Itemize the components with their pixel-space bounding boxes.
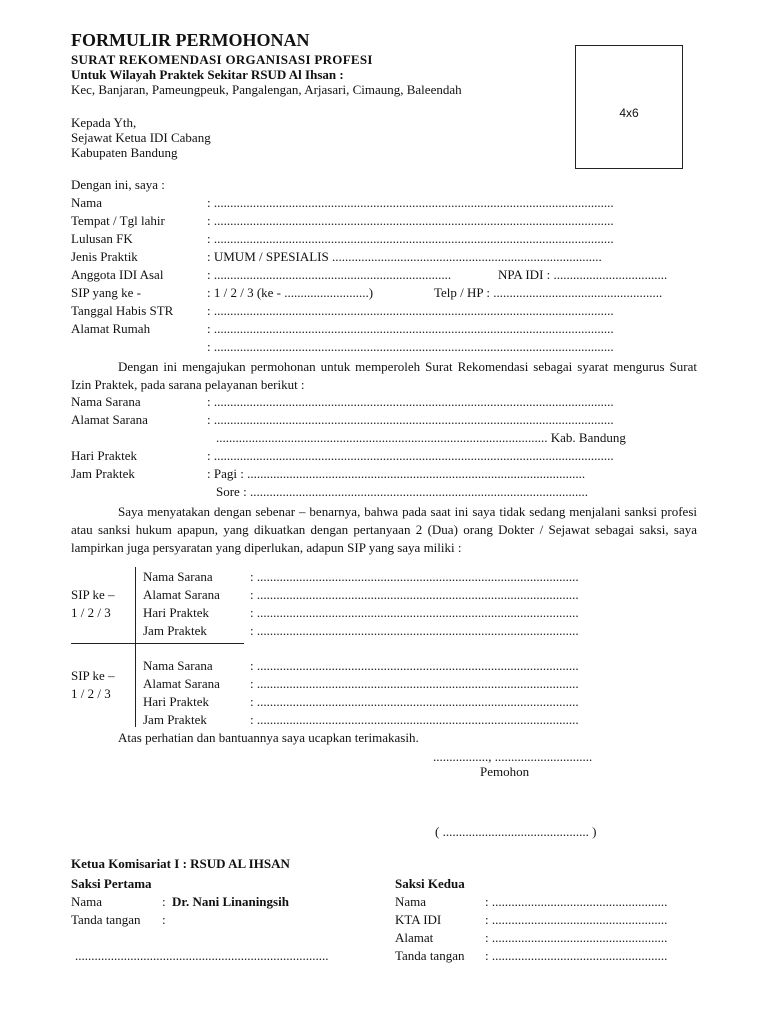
saksi1-label-ttd: Tanda tangan	[71, 912, 141, 927]
sip2-field-hari-praktek[interactable]: : ...................................................................................................	[250, 694, 579, 709]
form-subtitle: SURAT REKOMENDASI ORGANISASI PROFESI	[71, 52, 373, 67]
label-lulusan: Lulusan FK	[71, 231, 133, 246]
saksi1-ttd-colon: :	[162, 912, 166, 927]
field-lulusan[interactable]: : ...........................................................................................................................	[207, 231, 614, 246]
saksi2-label-nama: Nama	[395, 894, 427, 909]
sip2-label-hari-praktek: Hari Praktek	[143, 694, 210, 709]
sip1-field-nama-sarana[interactable]: : ...................................................................................................	[250, 569, 579, 584]
request-paragraph: Dengan ini mengajukan permohonan untuk memperoleh Surat Rekomendasi sebagai syarat mengurus Surat Izin Praktek, pada sarana pelayanan berikut :	[71, 359, 697, 392]
saksi2-label-alamat: Alamat	[395, 930, 434, 945]
saksi2-field-kta[interactable]: : ......................................................	[485, 912, 668, 927]
sip-block-1-number: 1 / 2 / 3	[71, 605, 111, 620]
pemohon-label: Pemohon	[480, 764, 530, 779]
field-jenis-praktik[interactable]: : UMUM / SPESIALIS ...................................................................................	[207, 249, 602, 264]
label-alamat-sarana: Alamat Sarana	[71, 412, 148, 427]
recipient-line-2: Sejawat Ketua IDI Cabang	[71, 130, 211, 145]
field-alamat-rumah[interactable]: : ...........................................................................................................................	[207, 321, 614, 336]
statement-paragraph: Saya menyatakan dengan sebenar – benarnya, bahwa pada saat ini saya tidak sedang menjalani sanksi profesi atau sanksi hukum apapun, yang dikuatkan dengan pertanyaan 2 (Dua) orang Dokter / Sejawat sebagai saksi, saya lampirkan juga persyaratan yang diperlukan, adapun SIP yang saya miliki :	[71, 504, 697, 555]
sip2-label-jam-praktek: Jam Praktek	[143, 712, 207, 727]
saksi1-colon: :	[162, 894, 166, 909]
sip1-field-jam-praktek[interactable]: : ...................................................................................................	[250, 623, 579, 638]
label-hari-praktek: Hari Praktek	[71, 448, 138, 463]
field-sip[interactable]: : 1 / 2 / 3 (ke - ..........................)	[207, 285, 374, 300]
thanks-text: Atas perhatian dan bantuannya saya ucapkan terimakasih.	[118, 730, 419, 745]
saksi2-field-ttd[interactable]: : ......................................................	[485, 948, 668, 963]
field-jam-pagi[interactable]: : Pagi : ........................................................................................................	[207, 466, 586, 481]
saksi1-name: Dr. Nani Linaningsih	[172, 894, 289, 909]
field-nama[interactable]: : ...........................................................................................................................	[207, 195, 614, 210]
saksi-kedua-title: Saksi Kedua	[395, 876, 465, 891]
saksi-pertama-title: Saksi Pertama	[71, 876, 152, 891]
field-anggota-idi[interactable]: : .........................................................................	[207, 267, 452, 282]
district-list: Kec, Banjaran, Pameungpeuk, Pangalengan, Arjasari, Cimaung, Baleendah	[71, 82, 462, 97]
applicant-intro: Dengan ini, saya :	[71, 177, 165, 192]
label-jenis-praktik: Jenis Praktik	[71, 249, 138, 264]
recipient-line-3: Kabupaten Bandung	[71, 145, 178, 160]
saksi2-field-alamat[interactable]: : ......................................................	[485, 930, 668, 945]
saksi2-label-ttd: Tanda tangan	[395, 948, 465, 963]
sip2-field-nama-sarana[interactable]: : ...................................................................................................	[250, 658, 579, 673]
saksi1-signature-line[interactable]: ..............................................................................	[75, 948, 329, 963]
saksi1-label-nama: Nama	[71, 894, 103, 909]
label-nama: Nama	[71, 195, 103, 210]
field-jam-sore[interactable]: Sore : ........................................................................................................	[216, 484, 588, 499]
sip2-field-alamat-sarana[interactable]: : ...................................................................................................	[250, 676, 579, 691]
label-str: Tanggal Habis STR	[71, 303, 174, 318]
date-place-field[interactable]: ................., ..............................	[433, 749, 593, 764]
sip2-label-nama-sarana: Nama Sarana	[143, 658, 213, 673]
field-alamat-sarana[interactable]: : ...........................................................................................................................	[207, 412, 614, 427]
photo-box	[575, 45, 683, 169]
pemohon-signature-line[interactable]: ( ............................................. )	[435, 824, 597, 839]
field-alamat-sarana-2[interactable]: ...................................................................................................... Kab. Bandung	[216, 430, 626, 445]
recipient-line-1: Kepada Yth,	[71, 115, 137, 130]
field-str[interactable]: : ...........................................................................................................................	[207, 303, 614, 318]
label-sip: SIP yang ke -	[71, 285, 141, 300]
sip1-label-nama-sarana: Nama Sarana	[143, 569, 213, 584]
sip1-field-alamat-sarana[interactable]: : ...................................................................................................	[250, 587, 579, 602]
sip1-label-hari-praktek: Hari Praktek	[143, 605, 210, 620]
field-telp[interactable]: Telp / HP : ....................................................	[434, 285, 663, 300]
field-nama-sarana[interactable]: : ...........................................................................................................................	[207, 394, 614, 409]
photo-size-label: 4x6	[619, 106, 639, 120]
sip-table-divider-horizontal	[71, 643, 244, 644]
ketua-komisariat: Ketua Komisariat I : RSUD AL IHSAN	[71, 856, 290, 871]
sip1-field-hari-praktek[interactable]: : ...................................................................................................	[250, 605, 579, 620]
sip2-label-alamat-sarana: Alamat Sarana	[143, 676, 220, 691]
saksi2-label-kta: KTA IDI	[395, 912, 442, 927]
label-ttl: Tempat / Tgl lahir	[71, 213, 165, 228]
label-nama-sarana: Nama Sarana	[71, 394, 141, 409]
sip-block-1-label: SIP ke –	[71, 587, 115, 602]
sip2-field-jam-praktek[interactable]: : ...................................................................................................	[250, 712, 579, 727]
sip-table-divider-vertical	[135, 567, 136, 727]
label-alamat-rumah: Alamat Rumah	[71, 321, 151, 336]
saksi2-field-nama[interactable]: : ......................................................	[485, 894, 668, 909]
label-anggota-idi: Anggota IDI Asal	[71, 267, 164, 282]
field-npa-idi[interactable]: NPA IDI : ...................................	[498, 267, 668, 282]
form-title: FORMULIR PERMOHONAN	[71, 30, 310, 50]
field-hari-praktek[interactable]: : ...........................................................................................................................	[207, 448, 614, 463]
label-jam-praktek: Jam Praktek	[71, 466, 135, 481]
region-heading: Untuk Wilayah Praktek Sekitar RSUD Al Ihsan :	[71, 67, 344, 82]
sip-block-2-number: 1 / 2 / 3	[71, 686, 111, 701]
sip1-label-alamat-sarana: Alamat Sarana	[143, 587, 220, 602]
field-ttl[interactable]: : ...........................................................................................................................	[207, 213, 614, 228]
sip1-label-jam-praktek: Jam Praktek	[143, 623, 207, 638]
field-alamat-rumah-2[interactable]: : ...........................................................................................................................	[207, 339, 614, 354]
sip-block-2-label: SIP ke –	[71, 668, 115, 683]
